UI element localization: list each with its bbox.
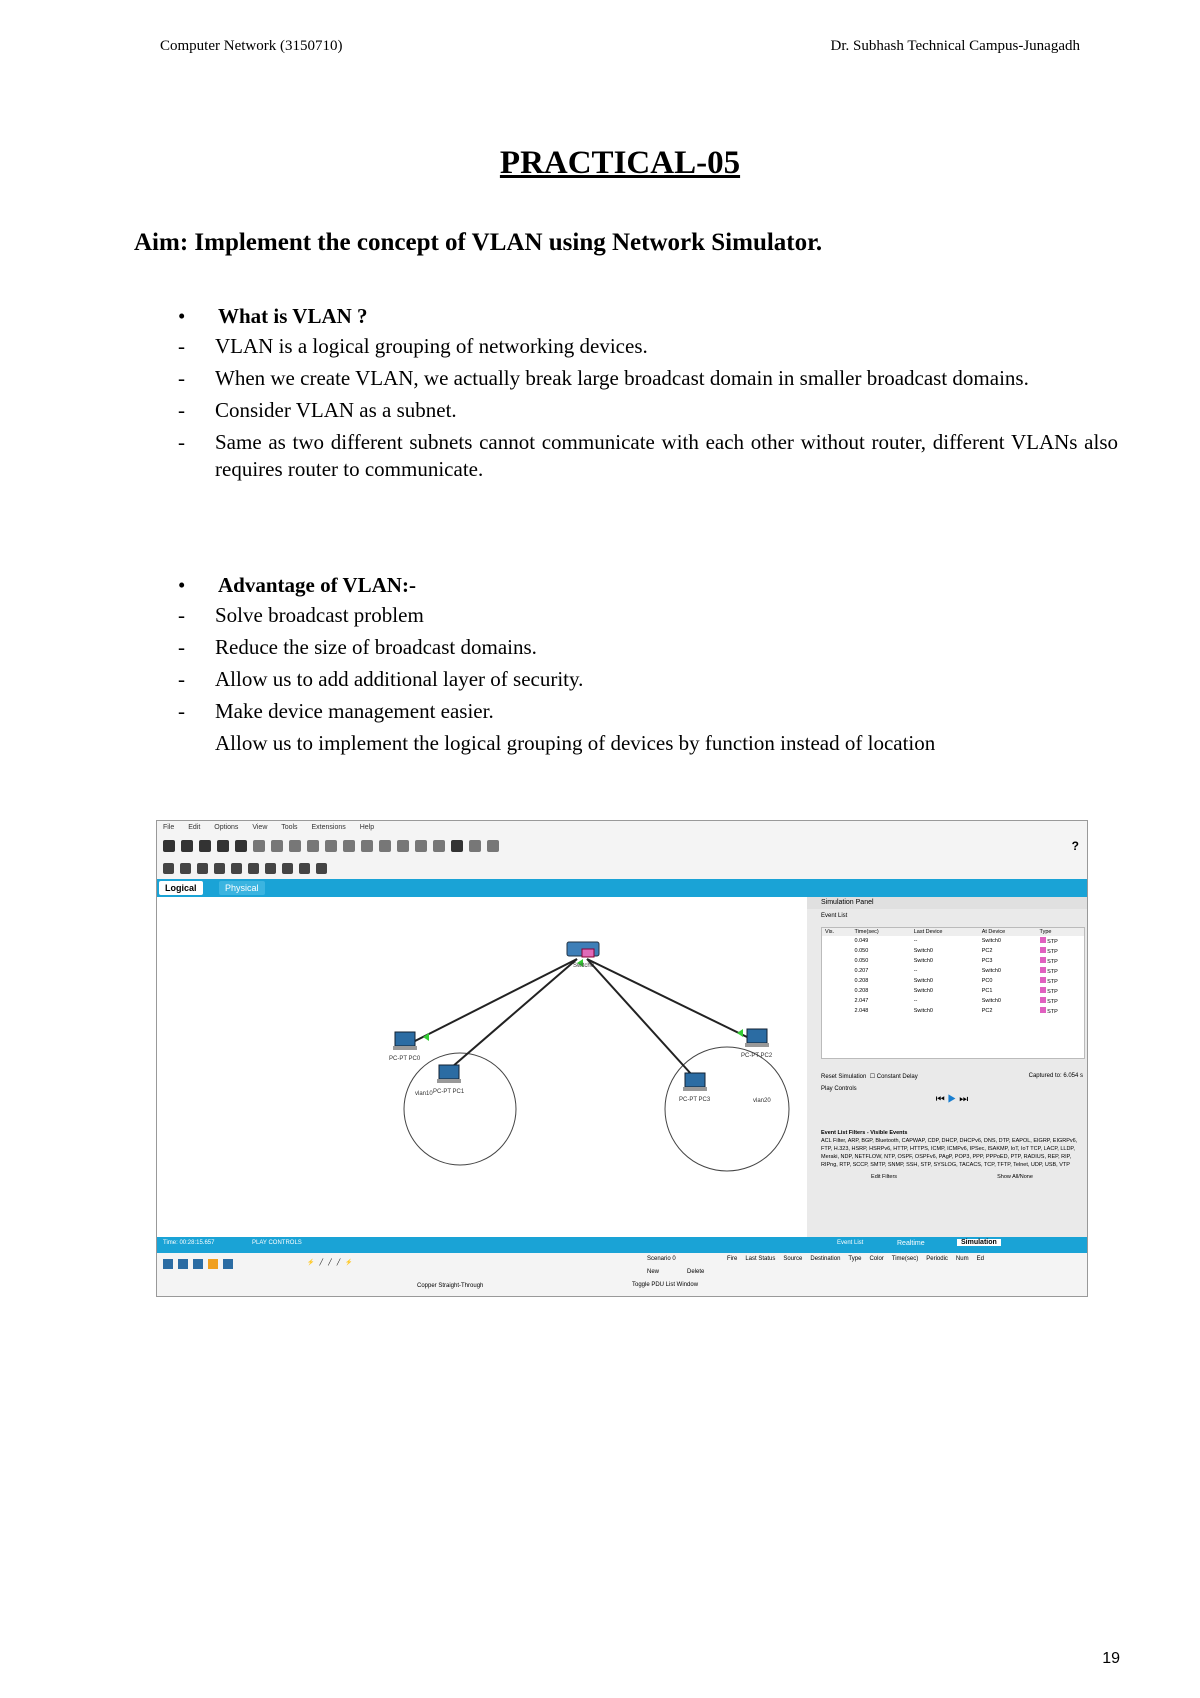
delete-icon[interactable] xyxy=(197,863,208,874)
network-info-icon[interactable] xyxy=(271,840,283,852)
menu-item[interactable]: Edit xyxy=(188,824,201,831)
play-icon[interactable]: ▶ xyxy=(947,1094,957,1105)
page-title: PRACTICAL-05 xyxy=(499,145,741,181)
vlan10-boundary xyxy=(404,1053,516,1165)
inspect-icon[interactable] xyxy=(180,863,191,874)
table-row[interactable]: 2.048 Switch0 PC2 STP xyxy=(854,1008,1058,1015)
list-item: - When we create VLAN, we actually break large broadcast domain in smaller broadcast domains. xyxy=(178,366,1029,390)
link-light-icon xyxy=(423,1033,429,1041)
info-icon[interactable] xyxy=(235,840,247,852)
menu-item[interactable]: Extensions xyxy=(311,824,346,831)
page-number: 19 xyxy=(1102,1650,1120,1667)
cable-icons xyxy=(307,1259,353,1266)
rectangle-icon[interactable] xyxy=(248,863,259,874)
table-row[interactable]: 0.207 -- Switch0 STP xyxy=(854,968,1058,975)
bullet-icon: • xyxy=(178,304,186,328)
edit-filters-button[interactable]: Edit Filters xyxy=(871,1174,898,1180)
pc3-label: PC-PT PC3 xyxy=(679,1097,711,1103)
switch-icon[interactable] xyxy=(178,1259,188,1269)
toggle-pdu-button[interactable]: Toggle PDU List Window xyxy=(632,1282,699,1288)
aim-statement: Aim: Implement the concept of VLAN using Network Simulator. xyxy=(134,229,823,256)
device-palette xyxy=(157,1253,1087,1296)
cable-type-label: Copper Straight-Through xyxy=(417,1283,484,1289)
event-list-label: Event List xyxy=(821,913,848,919)
list-item: - Allow us to add additional layer of security. xyxy=(178,667,584,691)
event-list-table[interactable]: Vis. Time(sec) Last Device At Device Type 0.049 -- Switch0 STP 0.050 Switch0 PC2 STP 0.050 Switch0 PC3 STP 0.207 -- Switch0 STP 0.208 Switch0 PC0 STP 0.208 Switch0 PC1 STP 2.047 -- Switch0 STP 2.048 Switch0 PC2 STP xyxy=(821,927,1085,1059)
realtime-button[interactable]: Realtime xyxy=(897,1240,925,1247)
vlan10-label: vlan10 xyxy=(415,1091,433,1097)
main-toolbar xyxy=(157,835,1087,857)
filters-text: ACL Filter, ARP, BGP, Bluetooth, CAPWAP, CDP, DHCP, DHCPv6, DNS, DTP, EAPOL, EIGRP, EIGRPv6, FTP, H.323, HSRP, HSRPv6, HTTP, HTTPS, ICMP, ICMPv6, IPSec, ISAKMP, IoT, IoT TCP, LACP, LLDP, Meraki, NDP, NETFLOW, NTP, OSPF, OSPFv6, PAgP, POP3, PPP, PPPoED, PTP, RADIUS, REP, RIP, RIPng, RTP, SCCP, SMTP, SNMP, SSH, STP, SYSLOG, TACACS, TCP, TFTP, Telnet, UDP, USB, VTP xyxy=(821,1138,1078,1168)
resize-icon[interactable] xyxy=(214,863,225,874)
menu-item[interactable]: File xyxy=(163,824,175,831)
menu-item[interactable]: Options xyxy=(214,824,239,831)
screenshot-icon[interactable] xyxy=(469,840,481,852)
section-heading xyxy=(178,573,1118,598)
switch-label: Switch0 xyxy=(573,963,595,969)
back-icon[interactable]: ⏮ xyxy=(935,1094,945,1105)
device-type-icons xyxy=(163,1259,233,1269)
pc2-icon[interactable] xyxy=(741,1029,773,1059)
switch0-icon[interactable] xyxy=(567,942,599,969)
console-cable-icon[interactable]: ╱ xyxy=(319,1260,324,1266)
pdu-icon[interactable] xyxy=(299,863,310,874)
select-icon[interactable] xyxy=(163,863,174,874)
constant-delay-checkbox[interactable]: Constant Delay xyxy=(876,1074,918,1080)
filters-title: Event List Filters - Visible Events xyxy=(821,1130,908,1136)
pc0-label: PC-PT PC0 xyxy=(389,1056,421,1062)
topology-diagram xyxy=(157,897,807,1237)
print-icon[interactable] xyxy=(217,840,229,852)
list-item: - Same as two different subnets cannot communicate with each other without router, different VLANs also requires router to communicate. xyxy=(178,430,1118,481)
ellipse-icon[interactable] xyxy=(265,863,276,874)
play-controls-label: Play Controls xyxy=(821,1086,857,1092)
play-controls-status: PLAY CONTROLS xyxy=(252,1240,302,1246)
event-filters xyxy=(821,1129,1083,1181)
secondary-toolbar xyxy=(157,857,1087,879)
freeform-icon[interactable] xyxy=(282,863,293,874)
zoom-out-icon[interactable] xyxy=(397,840,409,852)
list-item: Allow us to implement the logical grouping of devices by function instead of location xyxy=(215,731,936,755)
zoom-in-icon[interactable] xyxy=(361,840,373,852)
scenario-select[interactable]: Scenario 0 xyxy=(647,1256,676,1262)
hub-icon[interactable] xyxy=(193,1259,203,1269)
pc1-icon[interactable] xyxy=(433,1065,465,1095)
simulation-controls: Reset Simulation ☐ Constant Delay Captured to: 6.054 s Play Controls ⏮ ▶ ⏭ xyxy=(821,1073,1083,1105)
zoom-reset-icon[interactable] xyxy=(379,840,391,852)
new-file-icon[interactable] xyxy=(163,840,175,852)
reset-simulation-button[interactable]: Reset Simulation xyxy=(821,1074,867,1080)
tab-physical[interactable]: Physical xyxy=(219,881,265,895)
bullet-icon: • xyxy=(178,573,186,597)
vlan20-label: vlan20 xyxy=(753,1098,771,1104)
list-item: - Consider VLAN as a subnet. xyxy=(178,398,457,422)
wizard-icon[interactable] xyxy=(253,840,265,852)
tab-logical[interactable]: Logical xyxy=(159,881,203,895)
table-row[interactable]: 2.047 -- Switch0 STP xyxy=(854,998,1058,1005)
table-row[interactable]: 0.050 Switch0 PC3 STP xyxy=(854,958,1058,965)
delete-button[interactable]: Delete xyxy=(687,1269,705,1275)
menu-bar xyxy=(157,821,1087,835)
menu-item[interactable]: Tools xyxy=(281,824,298,831)
header-right: Dr. Subhash Technical Campus-Junagadh xyxy=(830,38,1080,54)
table-row[interactable]: 0.208 Switch0 PC1 STP xyxy=(854,988,1058,995)
image-icon[interactable] xyxy=(487,840,499,852)
pc1-label: PC-PT PC1 xyxy=(433,1089,465,1095)
straight-cable-icon[interactable]: ╱ xyxy=(328,1260,332,1266)
heading-text: Advantage of VLAN:- xyxy=(218,573,416,597)
captured-time: Captured to: 6.054 s xyxy=(1028,1073,1083,1079)
pdu-list-header: Fire Last Status Source Destination Type Color Time(sec) Periodic Num Ed xyxy=(727,1256,984,1262)
list-item: - Make device management easier. xyxy=(178,699,494,723)
section-advantages xyxy=(178,573,1118,762)
list-item: - Solve broadcast problem xyxy=(178,603,424,627)
save-icon[interactable] xyxy=(199,840,211,852)
camera-icon[interactable] xyxy=(451,840,463,852)
list-item: - Reduce the size of broadcast domains. xyxy=(178,635,537,659)
list-item: - VLAN is a logical grouping of networking devices. xyxy=(178,334,648,358)
end-devices-icon[interactable] xyxy=(223,1259,233,1269)
copy-icon[interactable] xyxy=(289,840,301,852)
play-buttons xyxy=(821,1094,1083,1105)
table-row[interactable]: 0.049 -- Switch0 STP xyxy=(854,938,1058,945)
status-bar xyxy=(157,1237,1087,1253)
menu-item[interactable]: Help xyxy=(359,824,375,831)
menu-item[interactable]: View xyxy=(252,824,268,831)
workspace-bar xyxy=(157,879,1087,897)
undo-icon[interactable] xyxy=(325,840,337,852)
link-pc2 xyxy=(587,959,747,1037)
redo-icon[interactable] xyxy=(343,840,355,852)
connections-icon[interactable] xyxy=(208,1259,218,1269)
simulation-panel xyxy=(807,897,1087,1237)
event-list-button[interactable]: Event List xyxy=(837,1240,864,1246)
forward-icon[interactable]: ⏭ xyxy=(959,1094,969,1105)
sim-time: Time: 00:28:15.657 xyxy=(163,1240,215,1246)
pc0-icon[interactable] xyxy=(389,1032,421,1062)
show-all-button[interactable]: Show All/None xyxy=(997,1174,1033,1180)
table-row[interactable]: 0.208 Switch0 PC0 STP xyxy=(854,978,1058,985)
definition-list xyxy=(178,333,1118,483)
logical-workspace[interactable] xyxy=(157,897,807,1237)
panel-title: Simulation Panel xyxy=(807,897,1087,909)
section-heading xyxy=(178,304,1118,329)
pc3-icon[interactable] xyxy=(679,1073,711,1103)
serial-cable-icon[interactable]: ⚡ xyxy=(345,1260,353,1266)
draw-line-icon[interactable] xyxy=(231,863,242,874)
router-icon[interactable] xyxy=(163,1259,173,1269)
simulation-button[interactable]: Simulation xyxy=(957,1239,1001,1246)
cross-cable-icon[interactable]: ╱ xyxy=(336,1260,341,1266)
paste-icon[interactable] xyxy=(307,840,319,852)
new-button[interactable]: New xyxy=(647,1269,660,1275)
help-icon[interactable]: ? xyxy=(1071,839,1079,853)
complex-pdu-icon[interactable] xyxy=(316,863,327,874)
pc2-label: PC-PT PC2 xyxy=(741,1053,773,1059)
open-icon[interactable] xyxy=(181,840,193,852)
heading-text: What is VLAN ? xyxy=(218,304,368,328)
drawing-palette-icon[interactable] xyxy=(415,840,427,852)
auto-cable-icon[interactable]: ⚡ xyxy=(307,1260,315,1266)
table-row[interactable]: 0.050 Switch0 PC2 STP xyxy=(854,948,1058,955)
link-light-icon xyxy=(737,1029,743,1037)
link-pc3 xyxy=(587,959,692,1075)
advantage-list xyxy=(178,602,1118,757)
packet-tracer-screenshot xyxy=(156,820,1088,1297)
header-left: Computer Network (3150710) xyxy=(160,38,343,54)
section-what-is-vlan xyxy=(178,304,1118,488)
custom-device-icon[interactable] xyxy=(433,840,445,852)
